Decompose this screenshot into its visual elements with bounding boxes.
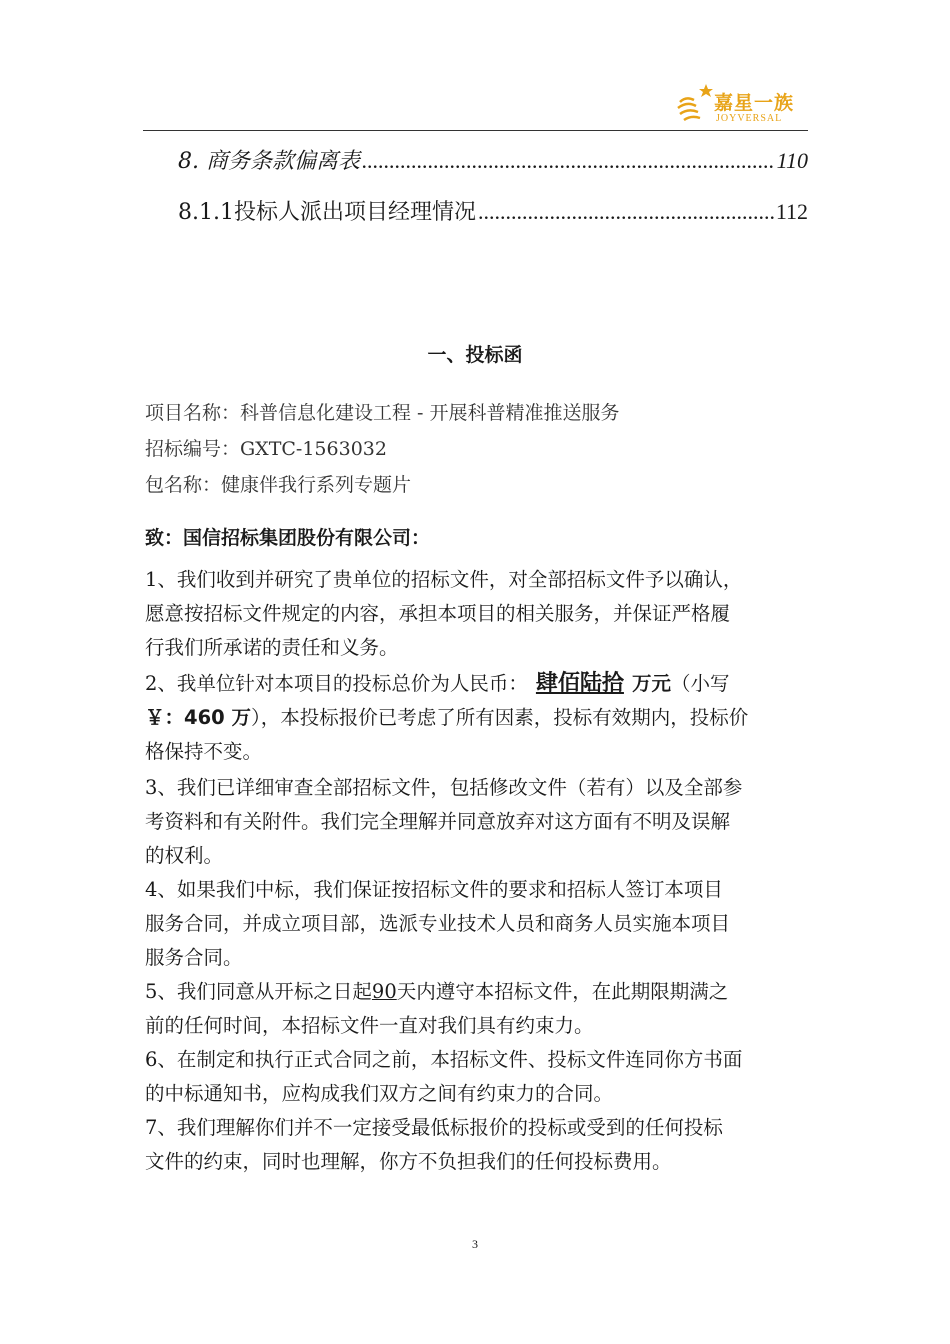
- validity-days: 90: [371, 980, 397, 1003]
- paragraph-7: [145, 1111, 810, 1179]
- paragraph-line: [145, 667, 810, 701]
- paragraph-line: 1、我们收到并研究了贵单位的招标文件，对全部招标文件予以确认，: [145, 568, 743, 591]
- toc-entry-label: 8.1.1投标人派出项目经理情况: [178, 200, 476, 225]
- addressee: 致：国信招标集团股份有限公司：: [145, 527, 431, 549]
- paragraph-line: 服务合同。: [145, 946, 243, 969]
- section-title: 一、投标函: [427, 344, 523, 366]
- price-small-amount: ￥：460 万: [145, 706, 251, 729]
- paragraph-line: 前的任何时间，本招标文件一直对我们具有约束力。: [145, 1014, 594, 1037]
- company-logo: [676, 78, 796, 128]
- paragraph-5: [145, 975, 810, 1043]
- price-line2-rest: ），本投标报价已考虑了所有因素，投标有效期内，投标价: [251, 706, 749, 729]
- tender-number: 招标编号：GXTC-1563032: [145, 438, 387, 460]
- logo-english-text: JOYVERSAL: [716, 113, 783, 124]
- project-name: 项目名称：科普信息化建设工程 - 开展科普精准推送服务: [145, 402, 620, 424]
- paragraph-line: 行我们所承诺的责任和义务。: [145, 636, 399, 659]
- toc-leader-dots: [362, 148, 775, 174]
- paragraph-line: 格保持不变。: [145, 740, 263, 763]
- price-unit: 万元: [631, 672, 671, 695]
- paragraph-1: [145, 563, 810, 665]
- logo-star-icon: [676, 80, 716, 124]
- paragraph-3: [145, 771, 810, 873]
- paragraph-line: 4、如果我们中标，我们保证按招标文件的要求和招标人签订本项目: [145, 878, 723, 901]
- toc-entry[interactable]: [178, 195, 808, 226]
- paragraph-line: 6、在制定和执行正式合同之前，本招标文件、投标文件连同你方书面: [145, 1048, 743, 1071]
- package-name: 包名称：健康伴我行系列专题片: [145, 474, 412, 496]
- toc-entry-label: 8. 商务条款偏离表: [178, 149, 360, 174]
- page-number: 3: [472, 1237, 478, 1251]
- paragraph-line: 考资料和有关附件。我们完全理解并同意放弃对这方面有不明及误解: [145, 810, 731, 833]
- paragraph-line: 3、我们已详细审查全部招标文件，包括修改文件（若有）以及全部参: [145, 776, 743, 799]
- price-after-unit: （小写: [670, 672, 730, 695]
- validity-prefix: 5、我们同意从开标之日起: [145, 980, 372, 1003]
- paragraph-line: 的中标通知书，应构成我们双方之间有约束力的合同。: [145, 1082, 614, 1105]
- paragraph-line: 服务合同，并成立项目部，选派专业技术人员和商务人员实施本项目: [145, 912, 731, 935]
- paragraph-6: [145, 1043, 810, 1111]
- logo-chinese-text: 嘉星一族: [714, 92, 795, 114]
- paragraph-4: [145, 873, 810, 975]
- paragraph-line: [145, 975, 810, 1009]
- paragraph-2: [145, 667, 810, 769]
- paragraph-line: 文件的约束，同时也理解，你方不负担我们的任何投标费用。: [145, 1150, 672, 1173]
- toc-leader-dots: [478, 199, 774, 225]
- toc-entry-page: 112: [775, 199, 808, 224]
- price-amount-words: 肆佰陆拾: [535, 671, 624, 696]
- validity-suffix: 天内遵守本招标文件，在此期限期满之: [396, 980, 729, 1003]
- paragraph-line: 愿意按招标文件规定的内容，承担本项目的相关服务，并保证严格履: [145, 602, 731, 625]
- header-divider: [143, 130, 808, 131]
- paragraph-line: 的权利。: [145, 844, 224, 867]
- toc-entry-page: 110: [776, 148, 808, 173]
- paragraph-line: 7、我们理解你们并不一定接受最低标报价的投标或受到的任何投标: [145, 1116, 723, 1139]
- toc-entry[interactable]: [178, 144, 808, 175]
- price-prefix: 2、我单位针对本项目的投标总价为人民币：: [145, 672, 528, 695]
- paragraph-line: [145, 701, 810, 735]
